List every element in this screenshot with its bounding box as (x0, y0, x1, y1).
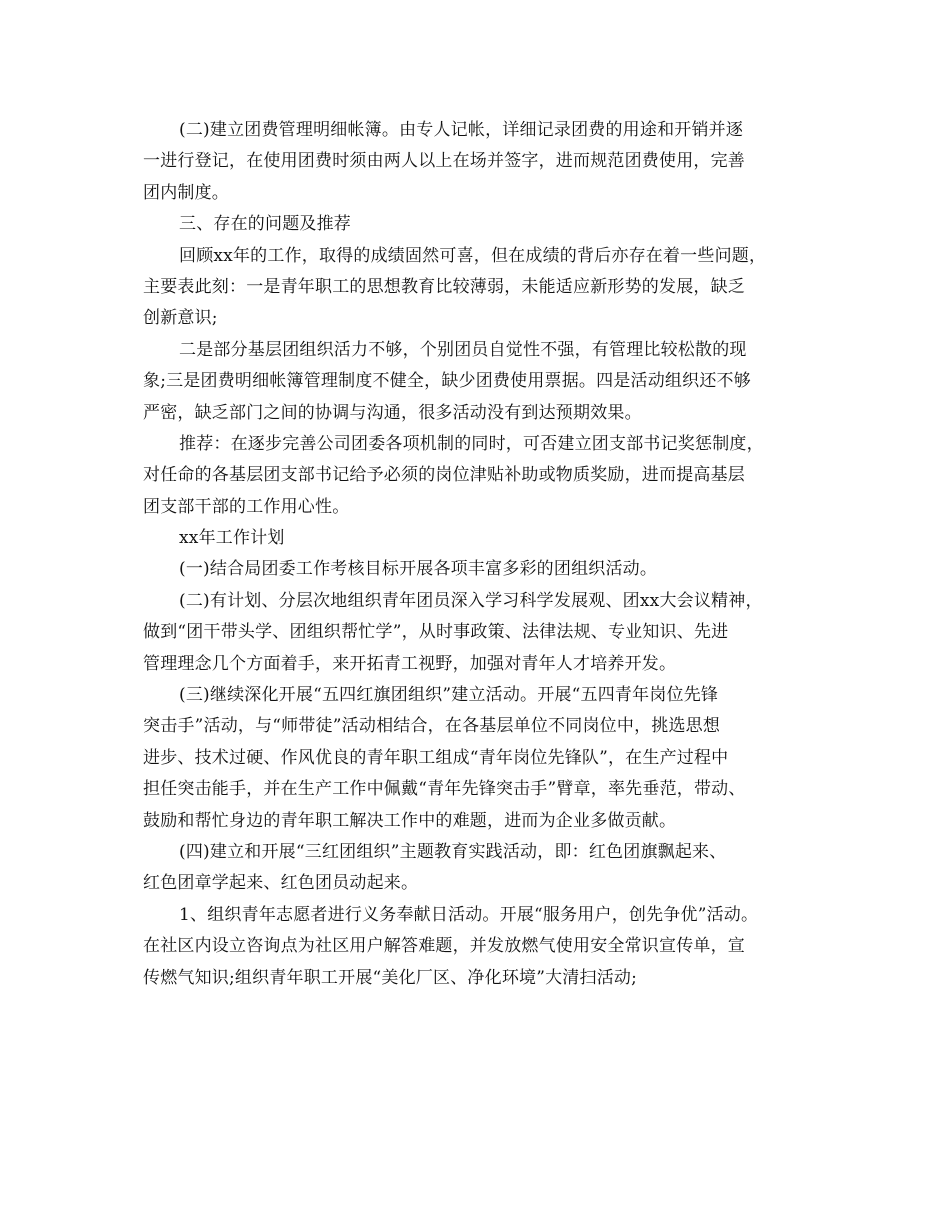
text-line: 象;三是团费明细帐簿管理制度不健全，缺少团费使用票据。四是活动组织还不够 (143, 371, 751, 392)
text-line: (二)建立团费管理明细帐簿。由专人记帐，详细记录团费的用途和开销并逐 (179, 120, 744, 140)
text-line: (三)继续深化开展“五四红旗团组织”建立活动。开展“五四青年岗位先锋 (179, 685, 719, 706)
text-line: 管理理念几个方面着手，来开拓青工视野，加强对青年人才培养开发。 (143, 653, 677, 674)
text-line: 传燃气知识;组织青年职工开展“美化厂区、净化环境”大清扫活动; (143, 967, 638, 988)
text-line: 二是部分基层团组织活力不够，个别团员自觉性不强，有管理比较松散的现 (179, 339, 747, 360)
text-line: 团支部干部的工作用心性。 (143, 496, 350, 517)
text-line: (二)有计划、分层次地组织青年团员深入学习科学发展观、团xx大会议精神， (179, 590, 763, 611)
text-line: 鼓励和帮忙身边的青年职工解决工作中的难题，进而为企业多做贡献。 (143, 810, 677, 831)
text-line: 团内制度。 (143, 182, 229, 203)
text-line: 1、组织青年志愿者进行义务奉献日活动。开展“服务用户，创先争优”活动。 (179, 904, 759, 925)
text-line: 三、存在的问题及推荐 (179, 214, 351, 235)
text-line: 对任命的各基层团支部书记给予必须的岗位津贴补助或物质奖励，进而提高基层 (143, 465, 745, 486)
text-line: 回顾xx年的工作，取得的成绩固然可喜，但在成绩的背后亦存在着一些问题， (179, 245, 767, 266)
text-line: 突击手”活动，与“师带徒”活动相结合，在各基层单位不同岗位中，挑选思想 (143, 716, 721, 737)
text-line: 在社区内设立咨询点为社区用户解答难题，并发放燃气使用安全常识宣传单，宣 (143, 936, 745, 957)
text-line: (四)建立和开展“三红团组织”主题教育实践活动，即：红色团旗飘起来、 (179, 841, 727, 862)
text-line: 做到“团干带头学、团组织帮忙学”，从时事政策、法律法规、专业知识、先进 (143, 622, 729, 643)
text-line: xx年工作计划 (179, 528, 285, 549)
text-line: 红色团章学起来、红色团员动起来。 (143, 873, 419, 894)
text-line: 主要表此刻：一是青年职工的思想教育比较薄弱，未能适应新形势的发展，缺乏 (143, 276, 745, 297)
text-line: 一进行登记，在使用团费时须由两人以上在场并签字，进而规范团费使用，完善 (143, 151, 745, 172)
text-line: 担任突击能手，并在生产工作中佩戴“青年先锋突击手”臂章，率先垂范，带动、 (143, 779, 746, 800)
text-line: 推荐：在逐步完善公司团委各项机制的同时，可否建立团支部书记奖惩制度， (179, 433, 764, 454)
text-line: (一)结合局团委工作考核目标开展各项丰富多彩的团组织活动。 (179, 559, 658, 580)
text-line: 创新意识; (143, 308, 218, 329)
text-line: 严密，缺乏部门之间的协调与沟通，很多活动没有到达预期效果。 (143, 402, 642, 423)
document-body (143, 115, 823, 994)
text-line: 进步、技术过硬、作风优良的青年职工组成“青年岗位先锋队”，在生产过程中 (143, 747, 729, 768)
